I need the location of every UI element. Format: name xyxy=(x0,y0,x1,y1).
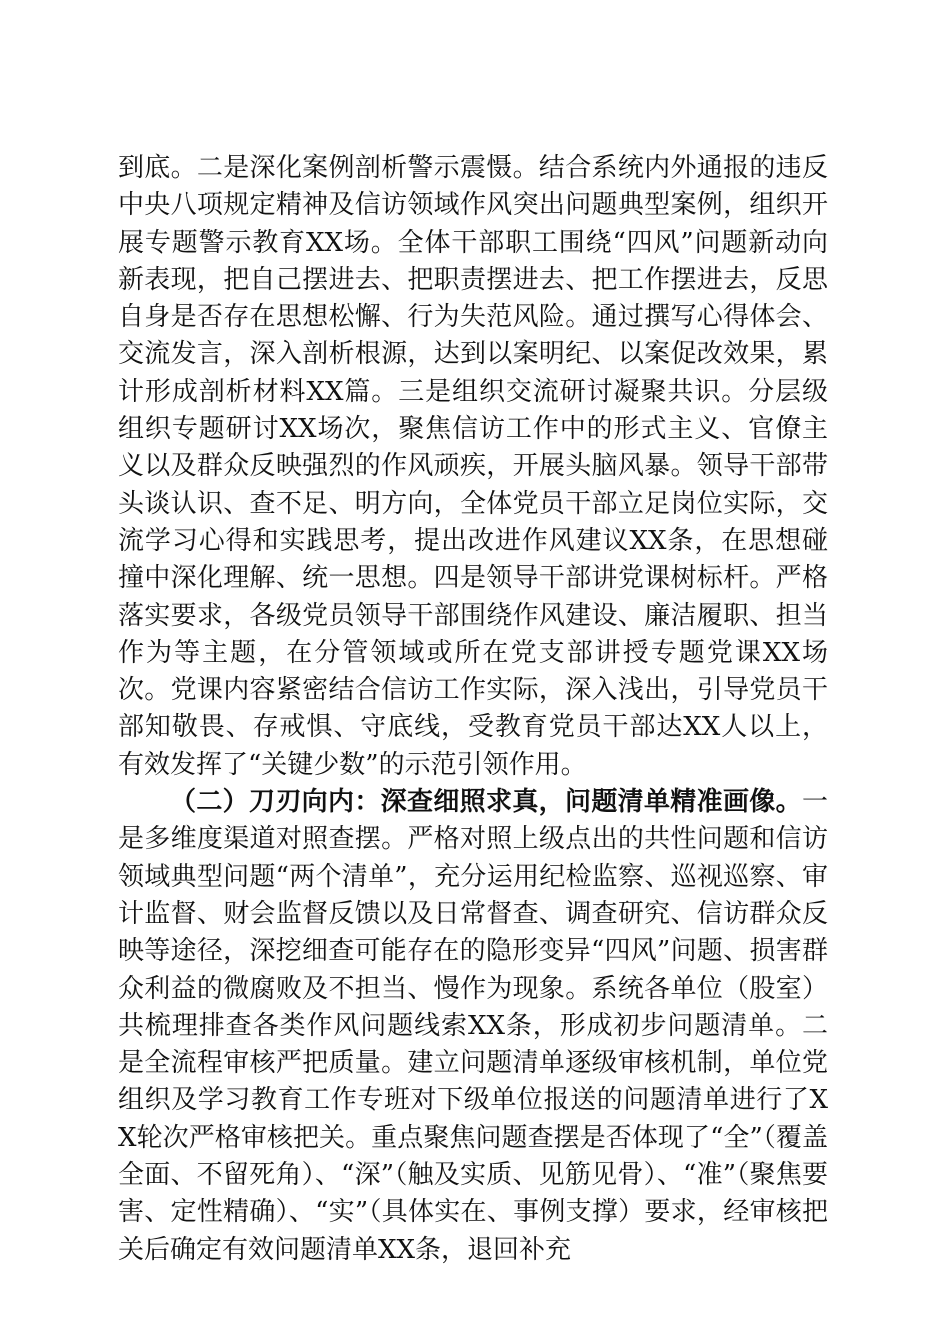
paragraph-2-body: 一是多维度渠道对照查摆。严格对照上级点出的共性问题和信访领域典型问题“两个清单”，充分运用纪检监察、巡视巡察、审计监督、财会监督反馈以及日常督查、调查研究、信访群众反映等途径，深挖细查可能存在的隐形变异“四风”问题、损害群众利益的微腐败及不担当、慢作为现象。系统各单位（股室）共梳理排查各类作风问题线索XX条，形成初步问题清单。二是全流程审核严把质量。建立问题清单逐级审核机制，单位党组织及学习教育工作专班对下级单位报送的问题清单进行了XX轮次严格审核把关。重点聚焦问题查摆是否体现了“全”（覆盖全面、不留死角）、“深”（触及实质、见筋见骨）、“准”（聚焦要害、定性精确）、“实”（具体实在、事例支撑）要求，经审核把关后确定有效问题清单XX条，退回补充 xyxy=(118,787,828,1265)
paragraph-1: 到底。二是深化案例剖析警示震慑。结合系统内外通报的违反中央八项规定精神及信访领域作风突出问题典型案例，组织开展专题警示教育XX场。全体干部职工围绕“四风”问题新动向新表现，把自己摆进去、把职责摆进去、把工作摆进去，反思自身是否存在思想松懈、行为失范风险。通过撰写心得体会、交流发言，深入剖析根源，达到以案明纪、以案促改效果，累计形成剖析材料XX篇。三是组织交流研讨凝聚共识。分层级组织专题研讨XX场次，聚焦信访工作中的形式主义、官僚主义以及群众反映强烈的作风顽疾，开展头脑风暴。领导干部带头谈认识、查不足、明方向，全体党员干部立足岗位实际，交流学习心得和实践思考，提出改进作风建议XX条，在思想碰撞中深化理解、统一思想。四是领导干部讲党课树标杆。严格落实要求，各级党员领导干部围绕作风建设、廉洁履职、担当作为等主题，在分管领域或所在党支部讲授专题党课XX场次。党课内容紧密结合信访工作实际，深入浅出，引导党员干部知敬畏、存戒惧、守底线，受教育党员干部达XX人以上，有效发挥了“关键少数”的示范引领作用。 xyxy=(118,153,828,780)
paragraph-2 xyxy=(118,784,828,1269)
document-body xyxy=(118,150,828,1269)
section-heading: （二）刀刃向内：深查细照求真，问题清单精准画像。 xyxy=(170,787,802,818)
